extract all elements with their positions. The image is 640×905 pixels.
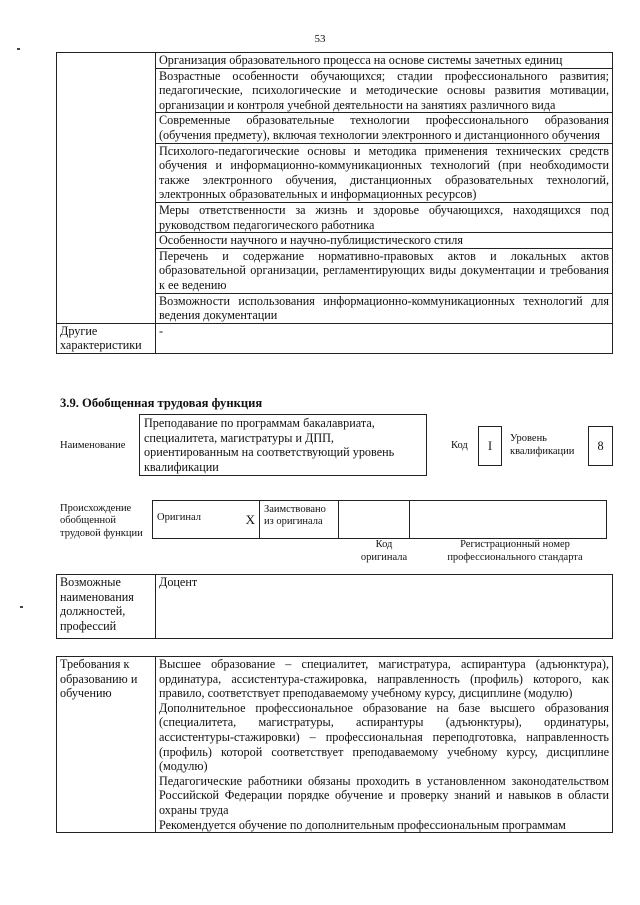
original-code-cell: [339, 501, 410, 539]
caption-line: Регистрационный номер: [460, 539, 570, 550]
table-row: [57, 323, 613, 353]
knowledge-table: [56, 52, 613, 354]
borrowed-label-line: из оригинала: [264, 516, 323, 528]
knowledge-item: Организация образовательного процесса на основе системы зачетных единиц: [156, 53, 613, 69]
knowledge-item: Психолого-педагогические основы и методика применения технических средств обучения и информационно-коммуникационных технологий (при необходимости также электронного обучения, дистанционных образовательных технологий, электронных образовательных и информационных ресурсов): [156, 143, 613, 202]
table-row: [57, 575, 613, 639]
borrowed-label-line: Заимствовано: [264, 504, 326, 515]
origin-label-line: Происхождение: [60, 503, 132, 514]
borrowed-cell: [260, 501, 339, 539]
name-label: Наименование: [60, 440, 126, 451]
level-label-line: Уровень: [510, 433, 547, 444]
origin-label-line: трудовой функции: [60, 527, 143, 539]
caption-line: оригинала: [360, 552, 408, 563]
requirements-label: Требования к образованию и обучению: [57, 657, 156, 833]
requirement-paragraph: Высшее образование – специалитет, магистратура, аспирантура (адъюнктура), ординатура, ассистентура-стажировка, направленность (профиль) которого, как правило, соответствует преподаваемому учебному курсу, дисциплине (модулю): [159, 657, 609, 701]
other-characteristics-value: -: [156, 323, 613, 353]
requirements-table: [56, 656, 613, 833]
original-code-caption: [348, 538, 420, 564]
requirements-value: [156, 657, 613, 833]
knowledge-item: Перечень и содержание нормативно-правовых актов и локальных актов образовательной организации, регламентирующих виды документации и требования к ее ведению: [156, 248, 613, 293]
origin-label-line: обобщенной: [60, 515, 117, 527]
caption-line: профессионального стандарта: [447, 552, 583, 563]
code-label: Код: [451, 440, 468, 451]
requirement-paragraph: Рекомендуется обучение по дополнительным профессиональным программам: [159, 817, 566, 832]
section-heading: 3.9. Обобщенная трудовая функция: [60, 396, 263, 410]
caption-line: Код: [375, 539, 393, 550]
origin-label: [60, 503, 143, 540]
scan-speck: [17, 48, 20, 50]
positions-table: [56, 574, 613, 639]
page-number: 53: [314, 33, 326, 45]
registration-number-cell: [410, 501, 607, 539]
scan-speck: [20, 606, 23, 608]
empty-label-cell: [57, 53, 156, 324]
level-label-line: квалификации: [510, 446, 575, 457]
table-row: [57, 53, 613, 69]
table-row: [57, 657, 613, 833]
qualification-level-label: [510, 432, 574, 458]
requirement-paragraph: Дополнительное профессиональное образование на базе высшего образования (специалитета, магистратуры, аспирантуры (адъюнктуры), ординатуры, ассистентуры-стажировки) – профессиональная переподготовка, направленность (профиль) которой соответствует преподаваемому учебному курсу, дисциплине (модулю): [159, 700, 609, 774]
function-name-box: Преподавание по программам бакалавриата, специалитета, магистратуры и ДПП, ориентированным на соответствующий уровень квалификации: [139, 414, 427, 476]
knowledge-item: Возможности использования информационно-коммуникационных технологий для ведения документации: [156, 293, 613, 323]
requirement-paragraph: Педагогические работники обязаны проходить в установленном законодательством Российской Федерации порядке обучение и проверку знаний и навыков в области охраны труда: [159, 773, 609, 817]
knowledge-item: Современные образовательные технологии профессионального образования (обучения предмету), включая технологии электронного и дистанционного обучения: [156, 113, 613, 143]
code-value-box: I: [478, 426, 502, 466]
original-label: Оригинал: [157, 511, 201, 523]
table-row: [153, 501, 607, 539]
origin-table: [152, 500, 607, 539]
original-mark: X: [245, 511, 255, 527]
qualification-level-box: 8: [588, 426, 613, 466]
knowledge-item: Особенности научного и научно-публицистического стиля: [156, 233, 613, 249]
original-cell: [153, 501, 260, 539]
other-characteristics-label: Другие характеристики: [57, 323, 156, 353]
knowledge-item: Меры ответственности за жизнь и здоровье обучающихся, находящихся под руководством педагогического работника: [156, 202, 613, 232]
positions-value: Доцент: [156, 575, 613, 639]
registration-number-caption: [430, 538, 600, 564]
knowledge-item: Возрастные особенности обучающихся; стадии профессионального развития; педагогические, психологические и методические основы развития мотивации, организации и контроля учебной деятельности на занятиях различного вида: [156, 68, 613, 113]
positions-label: Возможные наименования должностей, профессий: [57, 575, 156, 639]
